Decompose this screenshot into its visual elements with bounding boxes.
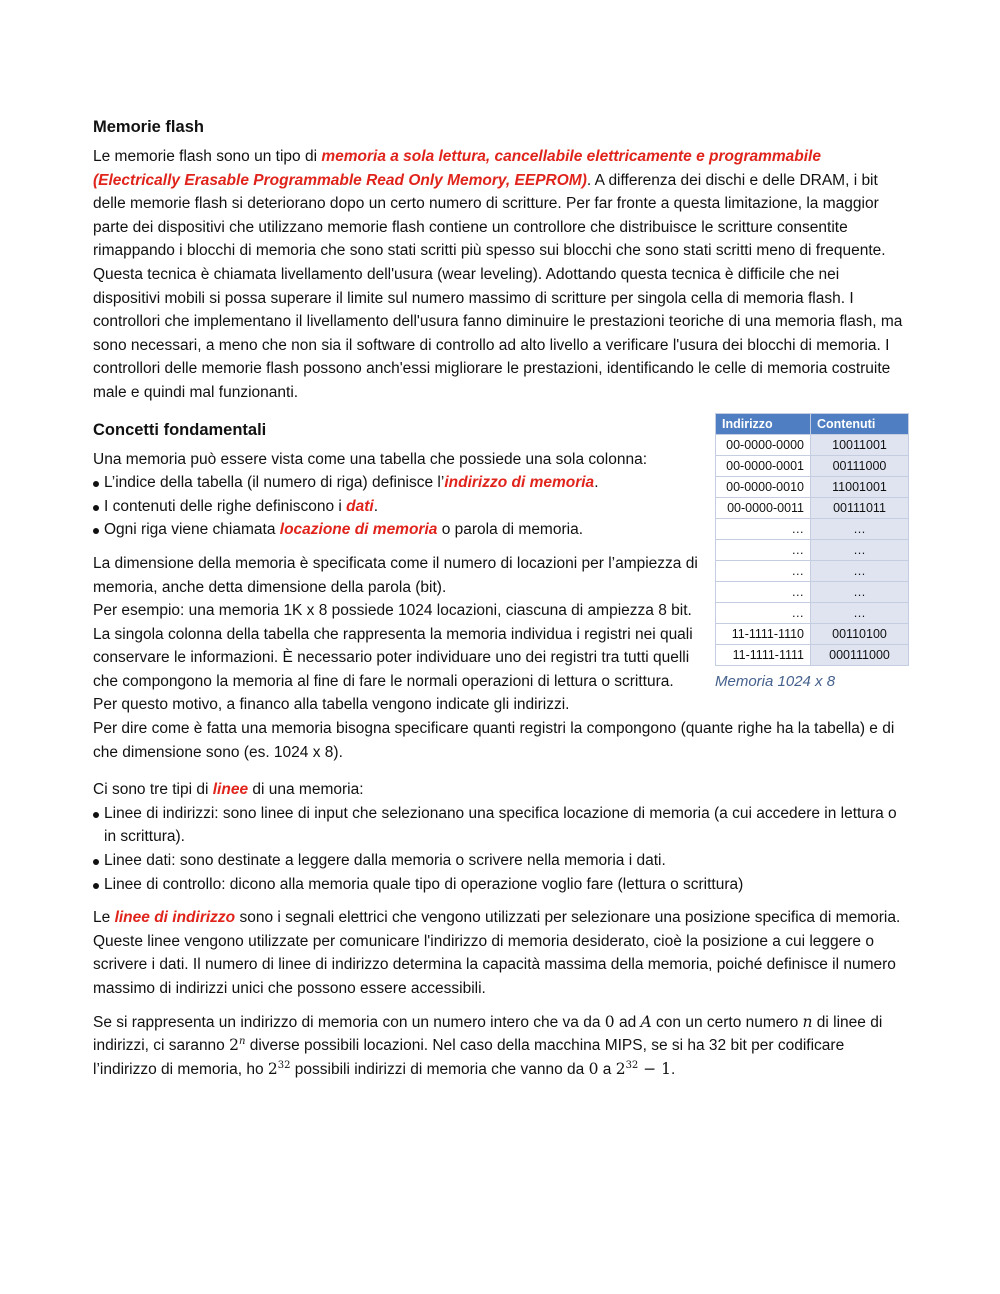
text: di una memoria: <box>248 781 364 799</box>
text: La singola colonna della tabella che rappresenta la memoria individua i registri nei quali conservare le informazioni. È necessario poter individuare uno dei registri tra tutti quelli che compongono la memoria al fine di fare le normali operazioni di lettura o scrittura. Per questo motivo, a financo alla tabella vengono indicate gli indirizzi. <box>93 625 693 714</box>
content-cell: … <box>811 560 909 581</box>
content-cell: … <box>811 602 909 623</box>
text: diverse possibili locazioni. Nel caso della macchina MIPS, se si ha 32 bit per codificare l’indirizzo di memoria, ho <box>93 1037 845 1078</box>
highlight-dati: dati <box>346 497 374 515</box>
content-cell: 10011001 <box>811 434 909 455</box>
math-zero: 0 <box>604 1012 615 1031</box>
highlight-linee-indirizzo: linee di indirizzo <box>114 909 236 927</box>
table-row <box>716 623 909 644</box>
content-cell: 00110100 <box>811 623 909 644</box>
text: . <box>373 497 379 515</box>
flash-paragraph <box>93 145 908 405</box>
table-header-contenuti: Contenuti <box>811 413 909 434</box>
list-item <box>93 471 908 495</box>
address-cell: … <box>716 581 811 602</box>
address-cell: … <box>716 518 811 539</box>
list-item: Linee dati: sono destinate a leggere dalla memoria o scrivere nella memoria i dati. <box>93 849 908 873</box>
table-row <box>716 602 909 623</box>
text: . <box>671 1060 676 1078</box>
table-row <box>716 644 909 665</box>
text: sono i segnali elettrici che vengono utilizzati per selezionare una posizione specifica di memoria. Queste linee vengono utilizzate per comunicare l'indirizzo di memoria desiderato, cioè la posizione a cui leggere o scrivere i dati. Il numero di linee di indirizzo determina la capacità massima della memoria, poiché definisce il numero massimo di indirizzi unici che possono essere accessibili. <box>93 909 901 997</box>
table-row <box>716 581 909 602</box>
text: ad <box>614 1013 641 1031</box>
address-cell: 11-1111-1111 <box>716 644 811 665</box>
address-cell: … <box>716 560 811 581</box>
text: di linee di indirizzi, ci saranno <box>93 1013 883 1055</box>
math-exp-n: n <box>238 1036 246 1048</box>
text: Le memorie flash sono un tipo di <box>93 148 322 165</box>
linee-paragraph <box>93 906 908 1000</box>
math-n: n <box>802 1012 813 1031</box>
highlight-indirizzo: indirizzo di memoria <box>444 474 595 492</box>
text: La dimensione della memoria è specificata come il numero di locazioni per l’ampiezza di memoria, anche detta dimensione della parola (bit). <box>93 554 698 596</box>
math-exp-32: 32 <box>277 1059 291 1071</box>
address-paragraph <box>93 1011 908 1082</box>
text: o parola di memoria. <box>437 521 583 539</box>
address-cell: 00-0000-0001 <box>716 455 811 476</box>
concetti-intro: Una memoria può essere vista come una tabella che possiede una sola colonna: <box>93 450 648 468</box>
text: possibili indirizzi di memoria che vanno da <box>290 1060 589 1078</box>
table-row <box>716 434 909 455</box>
document-page <box>93 116 908 1091</box>
address-cell: 00-0000-0011 <box>716 497 811 518</box>
text: . <box>594 474 599 492</box>
linee-list <box>93 802 908 896</box>
address-cell: 00-0000-0010 <box>716 476 811 497</box>
content-cell: … <box>811 539 909 560</box>
address-cell: … <box>716 539 811 560</box>
table-caption: Memoria 1024 x 8 <box>715 672 836 690</box>
address-cell: … <box>716 602 811 623</box>
list-item: Linee di indirizzi: sono linee di input che selezionano una specifica locazione di memoria (a cui accedere in lettura o in scrittura). <box>93 802 908 849</box>
address-cell: 11-1111-1110 <box>716 623 811 644</box>
highlight-eeprom: memoria a sola lettura, cancellabile elettricamente e programmabile (Electrically Erasable Programmable Read Only Memory, EEPROM) <box>93 148 821 189</box>
text: Le <box>93 909 115 927</box>
list-item <box>93 495 908 519</box>
text: Per esempio: una memoria 1K x 8 possiede 1024 locazioni, ciascuna di ampiezza 8 bit. <box>93 602 692 620</box>
concetti-list <box>93 471 908 542</box>
math-minus-one: − 1 <box>638 1059 671 1078</box>
text: Per dire come è fatta una memoria bisogna specificare quanti registri la compongono (quante righe ha la tabella) e di che dimensione sono (es. 1024 x 8). <box>93 720 895 761</box>
section-concetti <box>93 416 908 765</box>
content-cell: … <box>811 581 909 602</box>
text: Ogni riga viene chiamata <box>104 521 280 539</box>
math-two: 2 <box>229 1036 239 1055</box>
text: Se si rappresenta un indirizzo di memoria con un numero intero che va da <box>93 1013 605 1031</box>
content-cell: 00111000 <box>811 455 909 476</box>
section-title-concetti: Concetti fondamentali <box>93 420 267 439</box>
content-cell: 11001001 <box>811 476 909 497</box>
math-A: A <box>640 1012 652 1031</box>
text: Ci sono tre tipi di <box>93 781 213 799</box>
highlight-locazione: locazione di memoria <box>279 521 438 539</box>
content-cell: 000111000 <box>811 644 909 665</box>
list-item: Linee di controllo: dicono alla memoria quale tipo di operazione voglio fare (lettura o scrittura) <box>93 873 908 897</box>
linee-intro <box>93 778 908 802</box>
text: a <box>598 1060 616 1078</box>
section-title-flash: Memorie flash <box>93 118 204 136</box>
table-row <box>716 560 909 581</box>
math-exp-32: 32 <box>625 1059 639 1071</box>
highlight-linee: linee <box>212 781 249 799</box>
memory-figure <box>715 413 911 694</box>
text: con un certo numero <box>651 1013 803 1031</box>
table-row <box>716 539 909 560</box>
content-cell: … <box>811 518 909 539</box>
text: L’indice della tabella (il numero di riga) definisce l’ <box>104 474 445 492</box>
list-item <box>93 518 908 542</box>
address-cell: 00-0000-0000 <box>716 434 811 455</box>
math-two: 2 <box>267 1059 278 1078</box>
math-two: 2 <box>615 1059 626 1078</box>
content-cell: 00111011 <box>811 497 909 518</box>
text: I contenuti delle righe definiscono i <box>104 497 347 515</box>
table-header-indirizzo: Indirizzo <box>716 413 811 434</box>
text: . A differenza dei dischi e delle DRAM, i bit delle memorie flash si deteriorano dopo un certo numero di scritture. Per far fronte a questa limitazione, la maggior parte dei dispositivi che utilizzano memorie flash contiene un controllore che distribuisce le scritture consentite rimappando i blocchi di memoria che sono stati scritti più spesso sui blocchi che sono stati scritti meno di frequente. Questa tecnica è chiamata livellamento dell'usura (wear leveling). Adottando questa tecnica è difficile che nei dispositivi mobili si possa superare il limite sul numero massimo di scritture per singola cella di memoria flash. I controllori che implementano il livellamento dell'usura fanno diminuire le prestazioni teoriche di una memoria flash, ma sono necessari, a meno che non sia il software di controllo ad alto livello a verificare l'usura dei blocchi di memoria. I controllori delle memorie flash possono anch'essi migliorare le prestazioni, identificando le celle di memoria costruite male e quindi mal funzionanti. <box>93 171 903 401</box>
math-zero: 0 <box>588 1059 599 1078</box>
